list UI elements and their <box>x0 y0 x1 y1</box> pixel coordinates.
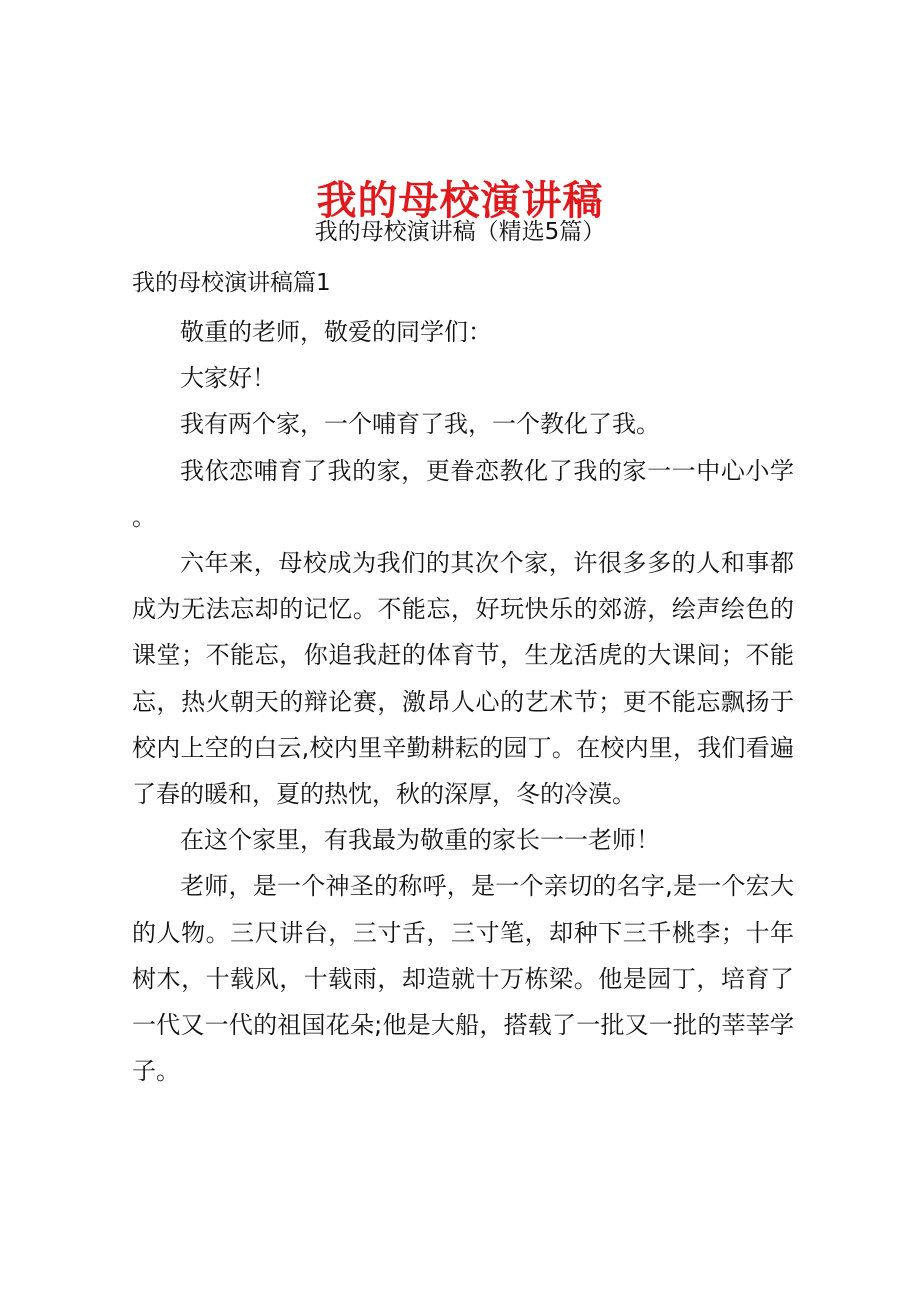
document-body <box>132 309 794 1094</box>
document-title: 我的母校演讲稿 <box>316 176 604 224</box>
document-subtitle: 我的母校演讲稿（精选5篇） <box>314 219 606 245</box>
paragraph-teacher-tribute: 老师，是一个神圣的称呼，是一个亲切的名字,是一个宏大的人物。三尺讲台，三寸舌，三寸笔，却种下三千桃李；十年树木，十载风，十载雨，却造就十万栋梁。他是园丁，培育了一代又一代的祖国花朵;他是大船，搭载了一批又一批的莘莘学子。 <box>132 872 794 1086</box>
paragraph-teachers-intro: 在这个家里，有我最为敬重的家长一一老师！ <box>180 826 660 855</box>
paragraph-greeting: 敬重的老师，敬爱的同学们： <box>180 318 492 346</box>
section-heading: 我的母校演讲稿篇1 <box>132 270 331 296</box>
paragraph-hello: 大家好！ <box>180 364 276 393</box>
paragraph-two-homes: 我有两个家，一个哺育了我，一个教化了我。 <box>180 410 660 439</box>
paragraph-six-years: 六年来，母校成为我们的其次个家，许很多多的人和事都成为无法忘却的记忆。不能忘，好玩快乐的郊游，绘声绘色的课堂；不能忘，你追我赶的体育节，生龙活虎的大课间；不能忘，热火朝天的辩论赛，激昂人心的艺术节；更不能忘飘扬于校内上空的白云,校内里辛勤耕耘的园丁。在校内里，我们看遍了春的暖和，夏的热忱，秋的深厚，冬的冷漠。 <box>132 549 794 809</box>
paragraph-school-home: 我依恋哺育了我的家，更眷恋教化了我的家一一中心小学。 <box>132 456 794 531</box>
